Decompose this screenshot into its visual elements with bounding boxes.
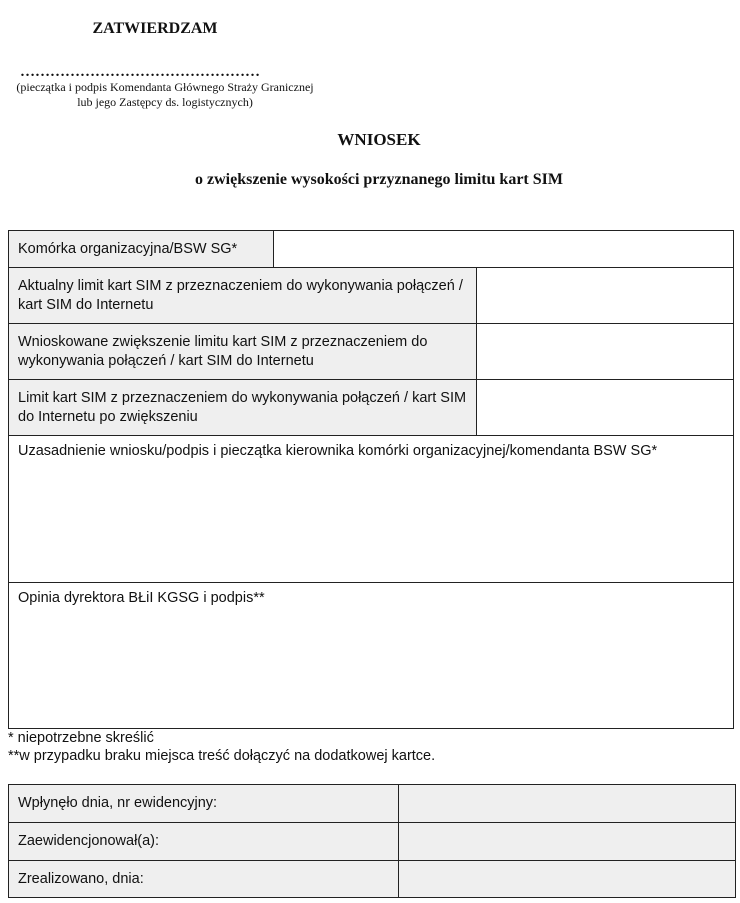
requested-increase-input-cell[interactable] [476,323,734,380]
registered-label-cell [8,822,399,861]
received-label-cell [8,784,399,823]
document-title: WNIOSEK [337,130,421,149]
received-label: Wpłynęło dnia, nr ewidencyjny: [18,795,218,811]
signature-caption-line-1: (pieczątka i podpis Komendanta Głównego Straży Granicznej [16,80,314,94]
footnote-strike: * niepotrzebne skreślić [8,730,154,746]
signature-dotted-line: ………………………………………… [20,64,260,80]
justification-cell[interactable] [8,435,734,583]
registered-label: Zaewidencjonował(a): [18,833,160,849]
signature-caption-line-2: lub jego Zastępcy ds. logistycznych) [77,95,253,109]
document-subtitle: o zwiększenie wysokości przyznanego limitu kart SIM [195,171,563,188]
requested-increase-label-cell [8,323,477,380]
footnote-extra-page: **w przypadku braku miejsca treść dołączyć na dodatkowej kartce. [8,748,436,764]
unit-label: Komórka organizacyjna/BSW SG* [18,240,238,257]
justification-label: Uzasadnienie wniosku/podpis i pieczątka kierownika komórki organizacyjnej/komendanta BSW SG* [18,443,658,459]
opinion-label: Opinia dyrektora BŁiI KGSG i podpis** [18,590,265,606]
approval-heading: ZATWIERDZAM [92,20,218,37]
current-limit-label-cell [8,267,477,324]
limit-after-label-cell [8,379,477,436]
current-limit-label: Aktualny limit kart SIM z przeznaczeniem do wykonywania połączeń / kart SIM do Internetu [18,277,463,313]
current-limit-input-cell[interactable] [476,267,734,324]
signature-caption [5,80,325,110]
limit-after-label: Limit kart SIM z przeznaczeniem do wykonywania połączeń / kart SIM do Internetu po zwiększeniu [18,389,467,425]
received-input-cell[interactable] [398,784,736,823]
completed-label: Zrealizowano, dnia: [18,870,144,887]
registered-input-cell[interactable] [398,822,736,861]
opinion-cell[interactable] [8,582,734,729]
requested-increase-label: Wnioskowane zwiększenie limitu kart SIM z przeznaczeniem do wykonywania połączeń / kart SIM do Internetu [18,333,428,369]
unit-input-cell[interactable] [273,230,734,268]
completed-input-cell[interactable] [398,860,736,898]
completed-label-cell [8,860,399,898]
limit-after-input-cell[interactable] [476,379,734,436]
unit-label-cell [8,230,274,268]
